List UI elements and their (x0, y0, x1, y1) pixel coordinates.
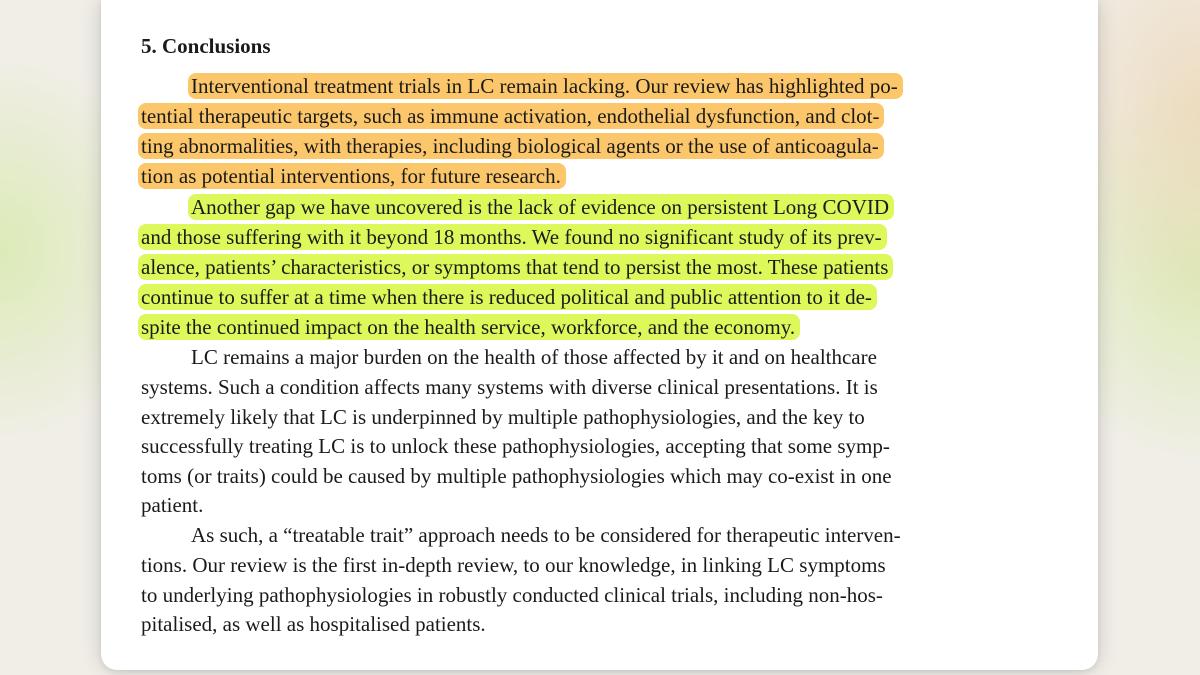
text-line: tions. Our review is the first in-depth review, to our knowledge, in linking LC symptoms (141, 553, 886, 577)
highlighted-text: and those suffering with it beyond 18 months. We found no significant study of its prev- (138, 224, 887, 250)
text-line (141, 132, 884, 161)
text-line (141, 253, 893, 282)
highlighted-text: tion as potential interventions, for future research. (138, 163, 566, 189)
text-line (141, 162, 566, 191)
text-line: As such, a “treatable trait” approach needs to be considered for therapeutic interven- (191, 523, 901, 547)
highlighted-text: alence, patients’ characteristics, or symptoms that tend to persist the most. These patients (138, 254, 893, 280)
text-line (191, 193, 894, 222)
highlighted-text: Another gap we have uncovered is the lack of evidence on persistent Long COVID (188, 194, 894, 220)
text-line: patient. (141, 493, 204, 517)
text-line: extremely likely that LC is underpinned by multiple pathophysiologies, and the key to (141, 405, 865, 429)
section-heading: 5. Conclusions (141, 34, 271, 58)
highlighted-text: tential therapeutic targets, such as immune activation, endothelial dysfunction, and clot- (138, 103, 884, 129)
text-line: systems. Such a condition affects many systems with diverse clinical presentations. It is (141, 375, 878, 399)
text-line: to underlying pathophysiologies in robustly conducted clinical trials, including non-hos- (141, 583, 883, 607)
text-line (141, 223, 887, 252)
document-page (101, 0, 1098, 670)
text-line (191, 72, 903, 101)
text-line (141, 313, 800, 342)
text-line (141, 102, 884, 131)
text-line: pitalised, as well as hospitalised patients. (141, 612, 486, 636)
highlighted-text: ting abnormalities, with therapies, including biological agents or the use of anticoagula- (138, 133, 884, 159)
highlighted-text: spite the continued impact on the health service, workforce, and the economy. (138, 314, 800, 340)
text-line: LC remains a major burden on the health of those affected by it and on healthcare (191, 345, 877, 369)
text-line (141, 283, 877, 312)
highlighted-text: continue to suffer at a time when there is reduced political and public attention to it de- (138, 284, 877, 310)
text-line: successfully treating LC is to unlock these pathophysiologies, accepting that some symp- (141, 434, 890, 458)
text-line: toms (or traits) could be caused by multiple pathophysiologies which may co-exist in one (141, 464, 892, 488)
highlighted-text: Interventional treatment trials in LC remain lacking. Our review has highlighted po- (188, 73, 903, 99)
